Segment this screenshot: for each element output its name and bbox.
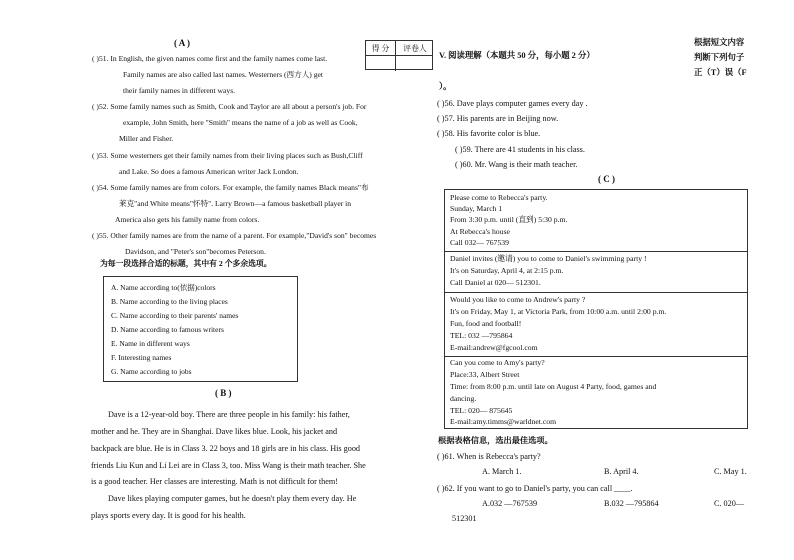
c-instruction: 根据表格信息，选出最佳选项。: [438, 436, 553, 445]
q58: ( )58. His favorite color is blue.: [437, 129, 541, 138]
notice-line: Please come to Rebecca's party.: [450, 193, 548, 202]
q51-line-3: their family names in different ways.: [123, 86, 236, 95]
notice-line: Can you come to Amy's party?: [450, 358, 545, 367]
option-b: B. Name according to the living places: [111, 297, 228, 306]
q51-line-1: ( )51. In English, the given names come first and the family names come last.: [92, 54, 328, 63]
notice-line: It's on Friday, May 1, at Victoria Park, from 10:00 a.m. until 2:00 p.m.: [450, 307, 667, 316]
notice-rebecca: [445, 190, 747, 252]
passage-b-line-7: plays sports every day. It is good for his health.: [91, 511, 246, 520]
a-instruction: 为每一段选择合适的标题，其中有 2 个多余选项。: [100, 259, 272, 268]
q62-option-a: A.032 —767539: [482, 499, 538, 508]
q62-stem: ( )62. If you want to go to Daniel's party, you can call ____.: [437, 484, 633, 493]
q62-option-b: B.032 —795864: [604, 499, 659, 508]
option-f: F. Interesting names: [111, 353, 172, 362]
option-c: C. Name according to their parents' names: [111, 311, 239, 320]
section-a-heading: ( A ): [174, 38, 191, 48]
q62-option-c-cont: 512301: [452, 514, 477, 523]
section-c-heading: ( C ): [598, 174, 615, 184]
score-header: 得 分: [371, 44, 390, 53]
options-box: [103, 276, 298, 382]
option-g: G. Name according to jobs: [111, 367, 192, 376]
notice-line: E-mail:amy.timms@warldnet.com: [450, 417, 557, 426]
right-note-2: 判断下列句子: [694, 53, 745, 62]
passage-b-line-6: Dave likes playing computer games, but he doesn't play them every day. He: [108, 494, 357, 503]
notice-daniel: [445, 252, 747, 293]
right-note-3: 正（T）误（F: [694, 68, 747, 77]
section-b-heading: ( B ): [215, 388, 232, 398]
notice-line: Place:33, Albert Street: [450, 370, 520, 379]
notice-line: dancing.: [450, 394, 477, 403]
notice-line: From 3:30 p.m. until (直到) 5:30 p.m.: [450, 215, 568, 224]
section-v-title: V. 阅读理解（本题共 50 分，每小题 2 分）: [439, 51, 595, 60]
q52-line-1: ( )52. Some family names such as Smith, Cook and Taylor are all about a person's job. For: [92, 102, 367, 111]
q53-line-1: ( )53. Some westerners get their family names from their living places such as Bush,Cliff: [92, 151, 363, 160]
passage-b-line-1: Dave is a 12-year-old boy. There are three people in his family: his father,: [108, 410, 350, 419]
q61-stem: ( )61. When is Rebecca's party?: [437, 452, 541, 461]
q54-line-3: America also gets his family name from colors.: [115, 215, 260, 224]
q52-line-2: example, John Smith, here "Smith" means the name of a job as well as Cook,: [123, 118, 358, 127]
section-v-tail: ）。: [439, 82, 452, 91]
notices-table: [444, 189, 748, 429]
notice-line: It's on Saturday, April 4, at 2:15 p.m.: [450, 266, 564, 275]
notice-line: Call 032— 767539: [450, 238, 509, 247]
option-e: E. Name in different ways: [111, 339, 190, 348]
notice-line: At Rebecca's house: [450, 227, 510, 236]
passage-b-line-3: backpack are blue. He is in Class 3. 22 boys and 18 girls are in his class. His good: [91, 444, 361, 453]
grader-header: 评卷人: [403, 44, 427, 53]
q62-option-c: C. 020—: [714, 499, 745, 508]
q61-option-a: A. March 1.: [482, 467, 522, 476]
passage-b-line-4: friends Liu Kun and Li Lei are in Class 3, too. Miss Wang is their math teacher. She: [91, 461, 366, 470]
q52-line-3: Miller and Fisher.: [119, 134, 174, 143]
notice-line: TEL: 020— 875645: [450, 406, 513, 415]
notice-amy: [445, 357, 747, 430]
q54-line-1: ( )54. Some family names are from colors. For example, the family names Black means"布: [92, 183, 369, 192]
notice-line: TEL: 032 —795864: [450, 331, 513, 340]
q55-line-2: Davidson, and "Peter's son"becomes Peterson.: [125, 247, 266, 256]
notice-andrew: [445, 293, 747, 357]
notice-line: Daniel invites (邀请) you to come to Daniel's swimming party !: [450, 254, 647, 263]
q54-line-2: 莱克"and White means"怀特". Larry Brown—a famous basketball player in: [119, 199, 352, 208]
q61-option-c: C. May 1.: [714, 467, 747, 476]
q55-line-1: ( )55. Other family names are from the name of a parent. For example,"David's son" becomes: [92, 231, 377, 240]
notice-line: E-mail:andrew@fgcool.com: [450, 343, 538, 352]
option-a: A. Name according to(依据)colors: [111, 283, 216, 292]
q51-line-2: Family names are also called last names. Westerners (西方人) get: [123, 70, 323, 79]
score-table: [365, 40, 433, 70]
q57: ( )57. His parents are in Beijing now.: [437, 114, 559, 123]
q56: ( )56. Dave plays computer games every day .: [437, 99, 588, 108]
notice-line: Time: from 8:00 p.m. until late on August 4 Party, food, games and: [450, 382, 657, 391]
notice-line: Call Daniel at 020— 512301.: [450, 278, 541, 287]
notice-line: Would you like to come to Andrew's party ?: [450, 295, 586, 304]
notice-line: Fun, food and football!: [450, 319, 522, 328]
notice-line: Sunday, March 1: [450, 204, 503, 213]
q53-line-2: and Lake. So does a famous American writer Jack London.: [119, 167, 299, 176]
q61-option-b: B. April 4.: [604, 467, 639, 476]
passage-b-line-2: mother and he. They are in Shanghai. Dave likes blue. Look, his jacket and: [91, 427, 338, 436]
right-note-1: 根据短文内容: [694, 38, 745, 47]
q60: ( )60. Mr. Wang is their math teacher.: [455, 160, 578, 169]
passage-b-line-5: is a good teacher. Her classes are interesting. Math is not difficult for them!: [91, 477, 338, 486]
q59: ( )59. There are 41 students in his class.: [455, 145, 585, 154]
option-d: D. Name according to famous writers: [111, 325, 224, 334]
